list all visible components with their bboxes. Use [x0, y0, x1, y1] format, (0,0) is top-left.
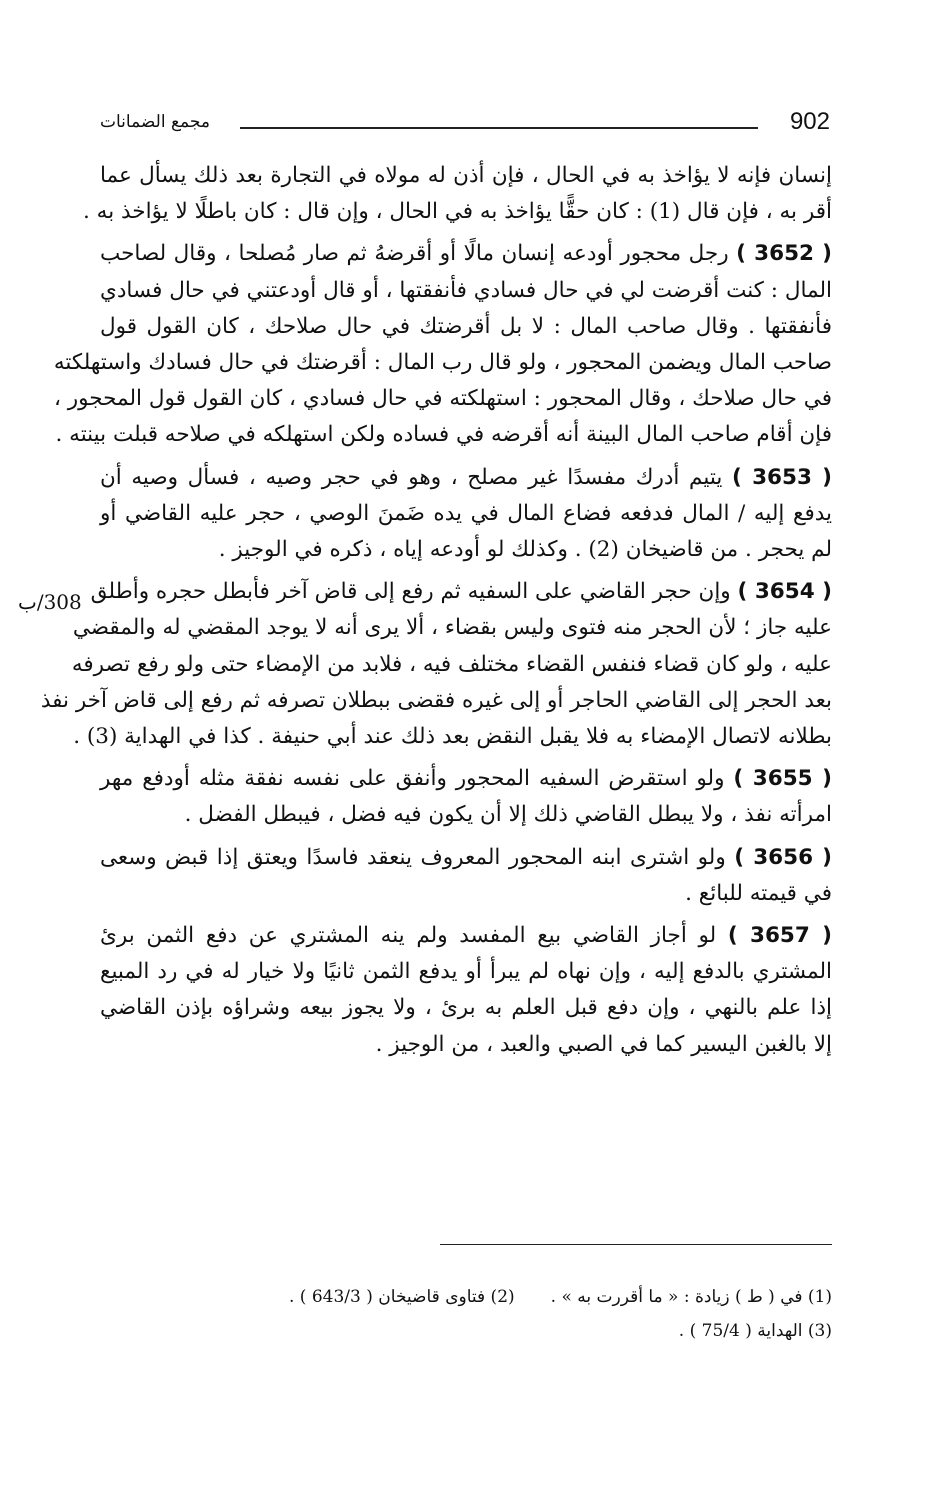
margin-folio-note: 308/ب [18, 590, 82, 614]
entry-number: ( 3655 ) [733, 766, 833, 792]
text-line [100, 797, 832, 833]
text-line [100, 273, 832, 309]
line-text: في قيمته للبائع . [685, 880, 832, 906]
text-line [100, 496, 832, 532]
text-line [100, 532, 832, 568]
text-line [83, 194, 832, 230]
line-text: عليه جاز ؛ لأن الحجر منه فتوى وليس بقضاء ، ألا يرى أنه لا يوجد المقضي له والمقضي [72, 615, 832, 641]
text-line [54, 381, 832, 417]
line-text: صاحب المال ويضمن المحجور ، ولو قال رب المال : أقرضتك في حال فسادك واستهلكته [53, 350, 832, 376]
paragraph [100, 761, 832, 833]
line-text: بعد الحجر إلى القاضي الحاجر أو إلى غيره فقضى ببطلان تصرفه ثم رفع إلى قاض آخر نفذ [40, 687, 832, 713]
paragraph [53, 236, 833, 453]
line-text: ولو استقرض السفيه المحجور وأنفق على نفسه نفقة مثله أودفع مهر [100, 766, 725, 792]
line-text: ولو اشترى ابنه المحجور المعروف ينعقد فاسدًا ويعتق إذا قبض وسعى [100, 844, 726, 870]
footnotes [100, 1280, 832, 1348]
line-text: امرأته نفذ ، ولا يبطل القاضي ذلك إلا أن يكون فيه فضل ، فيبطل الفضل . [184, 802, 832, 828]
line-text: فأنفقتها . وقال صاحب المال : لا بل أقرضتك في حال صلاحك ، كان القول قول [100, 313, 832, 339]
line-text: فإن أقام صاحب المال البينة أنه أقرضه في فساده ولكن استهلكه في صلاحه قبلت بينته . [55, 422, 832, 448]
text-line [73, 719, 832, 755]
line-text: رجل محجور أودعه إنسان مالًا أو أقرضهُ ثم صار مُصلحا ، وقال لصاحب [100, 241, 729, 267]
entry-number: ( 3654 ) [737, 579, 832, 605]
line-text: بطلانه لاتصال الإمضاء به فلا يقبل النقض بعد ذلك عند أبي حنيفة . كذا في الهداية (3) . [73, 724, 832, 750]
footnote-row [100, 1280, 832, 1314]
footnote-2: (2) فتاوى قاضيخان ( 643/3 ) . [289, 1287, 515, 1307]
text-line [40, 683, 832, 719]
text-line [71, 647, 832, 683]
text-line [53, 345, 832, 381]
entry-number: ( 3656 ) [734, 844, 832, 870]
paragraph [83, 158, 832, 230]
line-text: المشتري بالدفع إليه ، وإن نهاه لم يبرأ أو يدفع الثمن ثانيًا ولا خيار له في رد المبيع [100, 959, 832, 985]
text-line [100, 236, 832, 272]
text-line [90, 574, 832, 610]
text-line [100, 1027, 832, 1063]
line-text: لو أجاز القاضي بيع المفسد ولم ينه المشتري عن دفع الثمن برئ [100, 923, 717, 949]
text-line [55, 417, 832, 453]
text-line [100, 954, 832, 990]
line-text: المال : كنت أقرضت لي في حال فسادي فأنفقتها ، أو قال أودعتني في حال فسادي [100, 277, 832, 303]
line-text: وإن حجر القاضي على السفيه ثم رفع إلى قاض آخر فأبطل حجره وأطلق [90, 579, 731, 605]
text-line [72, 610, 832, 646]
line-text: إذا علم بالنهي ، وإن دفع قبل العلم به برئ ، ولا يجوز بيعه وشراؤه بإذن القاضي [100, 995, 832, 1021]
paragraph [100, 460, 832, 569]
text-line [100, 840, 832, 876]
page-header [100, 108, 830, 148]
footnote-row [100, 1314, 832, 1348]
footnote-3: (3) الهداية ( 75/4 ) . [678, 1321, 832, 1341]
line-text: أقر به ، فإن قال (1) : كان حقًّا يؤاخذ به في الحال ، وإن قال : كان باطلًا لا يؤاخذ به . [83, 199, 832, 225]
paragraph [100, 840, 832, 912]
line-text: يدفع إليه / المال فدفعه فضاع المال في يده ضَمنَ الوصي ، حجر عليه القاضي أو [100, 500, 832, 526]
text-line [100, 990, 832, 1026]
line-text: لم يحجر . من قاضيخان (2) . وكذلك لو أودعه إياه ، ذكره في الوجيز . [218, 537, 832, 563]
line-text: عليه ، ولو كان قضاء فنفس القضاء مختلف فيه ، فلابد من الإمضاء حتى ولو رفع تصرفه [71, 651, 832, 677]
entry-number: ( 3653 ) [731, 464, 833, 490]
text-line [100, 876, 832, 912]
line-text: إلا بالغبن اليسير كما في الصبي والعبد ، من الوجيز . [375, 1031, 832, 1057]
header-rule [240, 127, 758, 129]
text-line [100, 309, 832, 345]
entry-number: ( 3657 ) [727, 923, 832, 949]
line-text: إنسان فإنه لا يؤاخذ به في الحال ، فإن أذن له مولاه في التجارة بعد ذلك يسأل عما [100, 163, 832, 188]
line-text: في حال صلاحك ، وقال المحجور : استهلكته في حال فسادي ، كان القول قول المحجور ، [54, 386, 832, 412]
footnote-1: (1) في ( ط ) زيادة : « ما أقررت به » . [550, 1287, 832, 1307]
paragraph [100, 918, 832, 1063]
running-title: مجمع الضمانات [100, 112, 210, 132]
entry-number: ( 3652 ) [736, 241, 833, 267]
page-number: 902 [789, 108, 830, 135]
text-line [100, 158, 832, 194]
text-line [100, 761, 832, 797]
text-line [100, 918, 832, 954]
line-text: يتيم أدرك مفسدًا غير مصلح ، وهو في حجر وصيه ، فسأل وصيه أن [100, 464, 723, 490]
closing-underline [440, 1244, 832, 1245]
text-line [100, 460, 832, 496]
